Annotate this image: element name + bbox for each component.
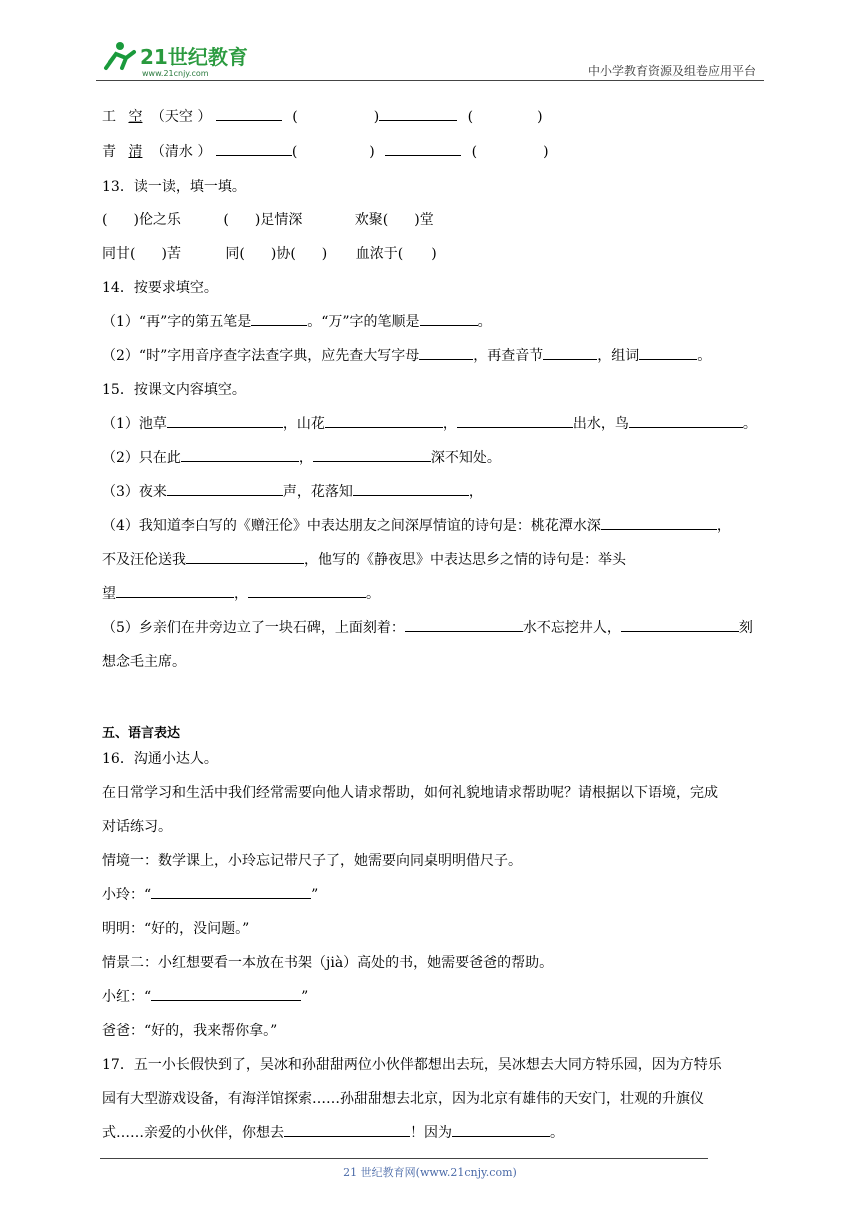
site-logo xyxy=(96,38,256,80)
q15-line8: 想念毛主席。 xyxy=(102,654,186,670)
q16-intro1: 在日常学习和生活中我们经常需要向他人请求帮助，如何礼貌地请求帮助呢？请根据以下语境，完成 xyxy=(102,785,718,801)
footer-divider xyxy=(100,1158,708,1159)
q12-row2-char: 青 xyxy=(102,144,116,160)
q12-row2-word: 清水 xyxy=(164,144,193,160)
q16-scene1-question: 小玲：“ ” xyxy=(102,884,318,904)
q13-title: 13．读一读，填一填。 xyxy=(102,179,246,195)
q17-line3: 式……亲爱的小伙伴，你想去 ！因为 。 xyxy=(102,1122,564,1142)
q17-line2: 园有大型游戏设备，有海洋馆探索……孙甜甜想去北京，因为北京有雄伟的天安门，壮观的升旗仪 xyxy=(102,1091,704,1107)
q16-title: 16．沟通小达人。 xyxy=(102,751,218,767)
q16-scene1-answer: 明明：“好的，没问题。” xyxy=(102,921,250,937)
q15-title: 15．按课文内容填空。 xyxy=(102,382,246,398)
q14-title: 14．按要求填空。 xyxy=(102,280,218,296)
q15-line3: （3）夜来 声，花落知 ， xyxy=(102,481,483,501)
q15-line6: 望 ， 。 xyxy=(102,583,380,603)
runner-logo-icon xyxy=(96,38,256,80)
q16-scene2: 情景二：小红想要看一本放在书架（jià）高处的书，她需要爸爸的帮助。 xyxy=(102,955,554,971)
q15-line4: （4）我知道李白写的《赠汪伦》中表达朋友之间深厚情谊的诗句是：桃花潭水深 ， xyxy=(102,515,731,535)
footer-text: 21 世纪教育网(www.21cnjy.com) xyxy=(343,1166,517,1179)
q15-line2: （2）只在此 ， 深不知处。 xyxy=(102,447,501,467)
q16-intro2: 对话练习。 xyxy=(102,819,172,835)
section-heading: 五、语言表达 xyxy=(102,726,181,741)
q14-p1: （1）“再”字的第五笔是 。“万”字的笔顺是 。 xyxy=(102,311,492,331)
q15-line1: （1）池草 ，山花 ， 出水，鸟 。 xyxy=(102,413,757,433)
q13-row1: ( )伦之乐 ( )足情深 欢聚( )堂 xyxy=(102,212,434,228)
q14-p2: （2）“时”字用音序查字法查字典，应先查大写字母 ，再查音节 ，组词 。 xyxy=(102,345,711,365)
logo-text: 21世纪教育 xyxy=(140,45,248,69)
q13-row2: 同甘( )苦 同( )协( ) 血浓于( ) xyxy=(102,246,437,262)
q12-row2: 青 清 （清水 ） ( ) ( ) xyxy=(102,141,549,161)
logo-url: www.21cnjy.com xyxy=(142,69,209,78)
q16-scene2-answer: 爸爸：“好的，我来帮你拿。” xyxy=(102,1023,278,1039)
q15-line7: （5）乡亲们在井旁边立了一块石碑，上面刻着： 水不忘挖井人， 刻 xyxy=(102,617,753,637)
q12-row1-word: 天空 xyxy=(164,109,193,125)
platform-label: 中小学教育资源及组卷应用平台 xyxy=(587,64,756,78)
q12-row2-add: 清 xyxy=(128,144,143,160)
q16-scene2-question: 小红：“ ” xyxy=(102,986,308,1006)
q16-scene1: 情境一：数学课上，小玲忘记带尺子了，她需要向同桌明明借尺子。 xyxy=(102,853,522,869)
q15-line5: 不及汪伦送我 ，他写的《静夜思》中表达思乡之情的诗句是：举头 xyxy=(102,549,626,569)
q12-row1: 工 空 （天空 ） ( ) ( ) xyxy=(102,106,543,126)
q17-line1: 17．五一小长假快到了，吴冰和孙甜甜两位小伙伴都想出去玩，吴冰想去大同方特乐园，因为方特乐 xyxy=(102,1057,722,1073)
header-divider xyxy=(96,80,764,81)
q12-row1-add: 空 xyxy=(128,109,143,125)
q12-row1-char: 工 xyxy=(102,109,116,125)
